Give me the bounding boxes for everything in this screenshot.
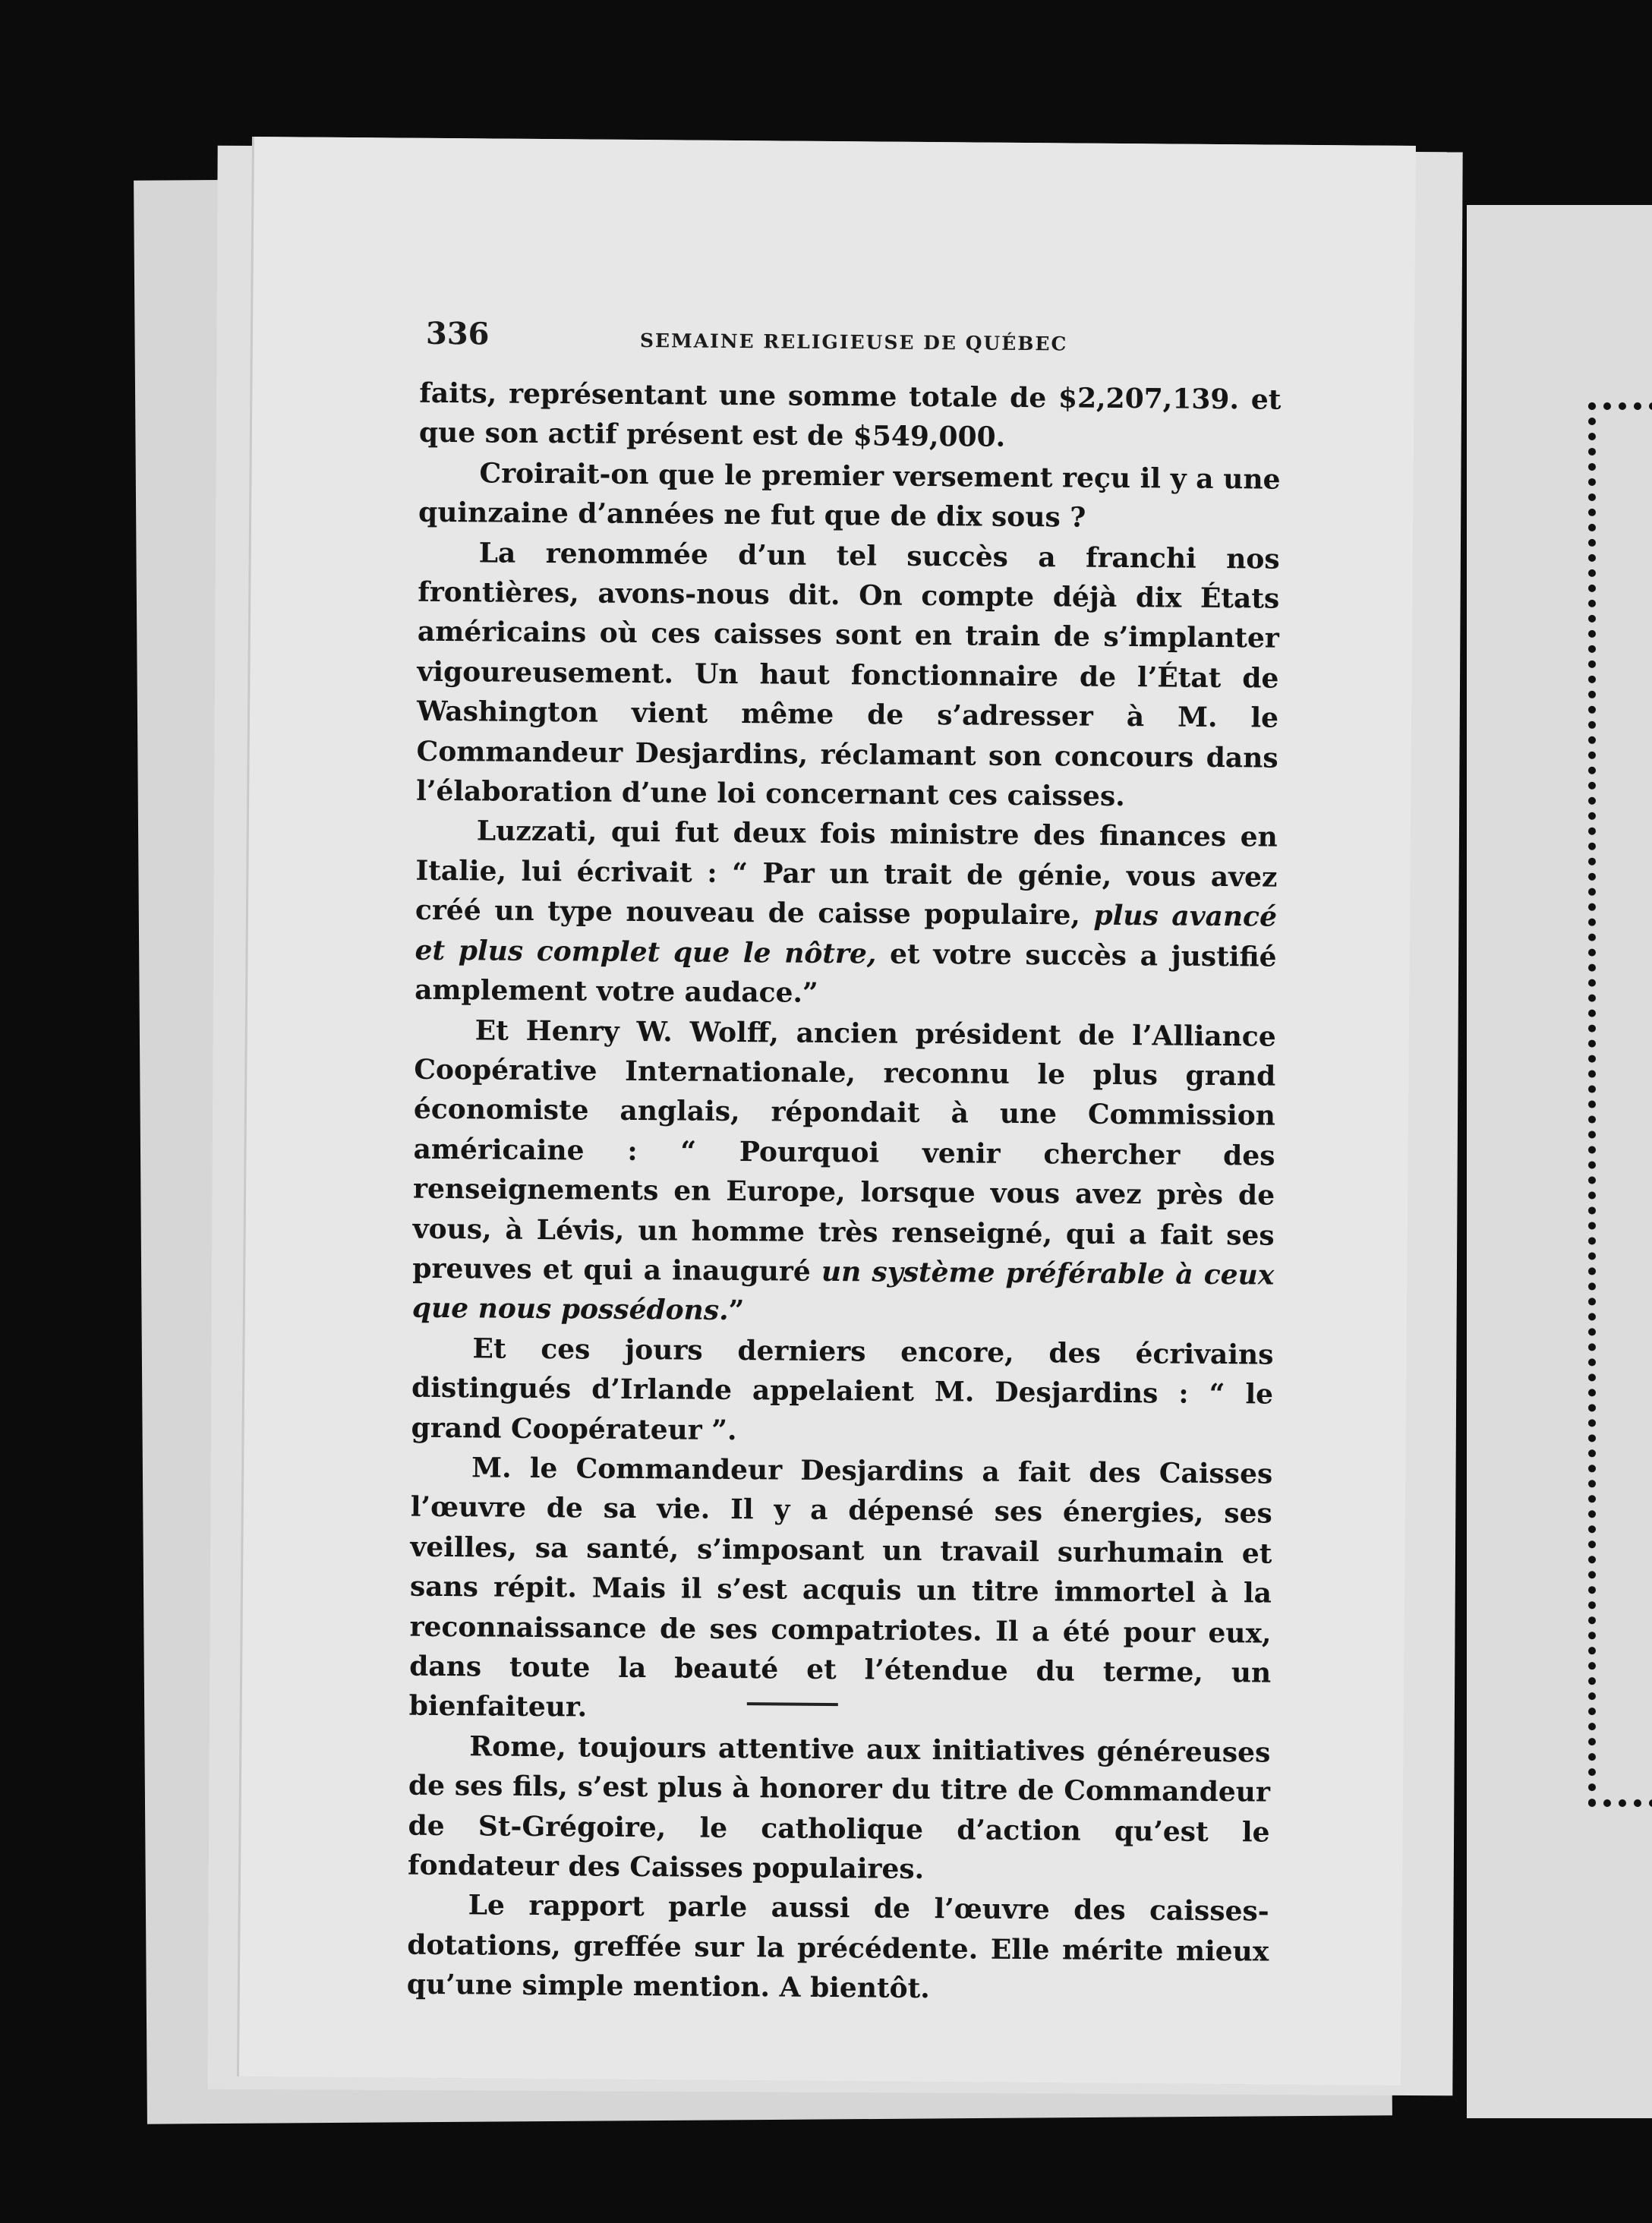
- ornamental-border: [1588, 402, 1652, 1807]
- book-page: [239, 137, 1416, 2086]
- paragraph: La renommée d’un tel succès a franchi nos frontières, avons-nous dit. On compte déjà dix États américains où ces caisses sont en train de s’implanter vigoureusement. Un haut fonctionnaire de l’État de Washington vient même de s’adresser à M. le Commandeur Desjardins, réclamant son concours dans l’élaboration d’une loi concernant ces caisses.: [416, 536, 1280, 813]
- paragraph: Et ces jours derniers encore, des écrivains distingués d’Irlande appelaient M. Desjardins : “ le grand Coopérateur ”.: [411, 1332, 1274, 1446]
- paragraph: Le rapport parle aussi de l’œuvre des caisses-dotations, greffée sur la précédente. Elle mérite mieux qu’une simple mention. A bientôt.: [406, 1889, 1269, 2005]
- paragraph: Et Henry W. Wolff, ancien président de l’Alliance Coopérative Internationale, reconnu le plus grand économiste anglais, répondait à une Commission américaine : “ Pourquoi venir chercher des renseignements en Europe, lorsque vous avez près de vous, à Lévis, un homme très renseigné, qui a fait ses preuves et qui a inauguré un système préférable à ceux que nous possédons.”: [411, 1014, 1276, 1327]
- running-title: SEMAINE RELIGIEUSE DE QUÉBEC: [639, 329, 1068, 355]
- page-number: 336: [425, 315, 490, 352]
- paragraph: Luzzati, qui fut deux fois ministre des finances en Italie, lui écrivait : “ Par un trait de génie, vous avez créé un type nouveau de caisse populaire, plus avancé et plus complet que le nôtre, et votre succès a justifié amplement votre audace.”: [415, 815, 1278, 1009]
- italic-quote: plus avancé et plus complet que le nôtre,: [415, 899, 1278, 970]
- paragraph: faits, représentant une somme totale de $2,207,139. et que son actif présent est de $549,000.: [418, 377, 1282, 454]
- facing-page: [1467, 205, 1652, 2118]
- paragraph: Rome, toujours attentive aux initiatives généreuses de ses fils, s’est plus à honorer du titre de Commandeur de St-Grégoire, le catholique d’action qu’est le fondateur des Caisses populaires.: [407, 1730, 1271, 1886]
- paragraph: M. le Commandeur Desjardins a fait des Caisses l’œuvre de sa vie. Il y a dépensé ses énergies, ses veilles, sa santé, s’imposant un travail surhumain et sans répit. Mais il s’est acquis un titre immortel à la reconnaissance de ses compatriotes. Il a été pour eux, dans toute la beauté et l’étendue du terme, un bienfaiteur.: [408, 1452, 1273, 1723]
- running-head: [253, 314, 1414, 369]
- article-body: [407, 374, 1282, 2012]
- paragraph: Croirait-on que le premier versement reçu il y a une quinzaine d’années ne fut que de dix sous ?: [418, 457, 1281, 534]
- italic-quote: un système préférable à ceux que nous possédons.: [411, 1255, 1275, 1327]
